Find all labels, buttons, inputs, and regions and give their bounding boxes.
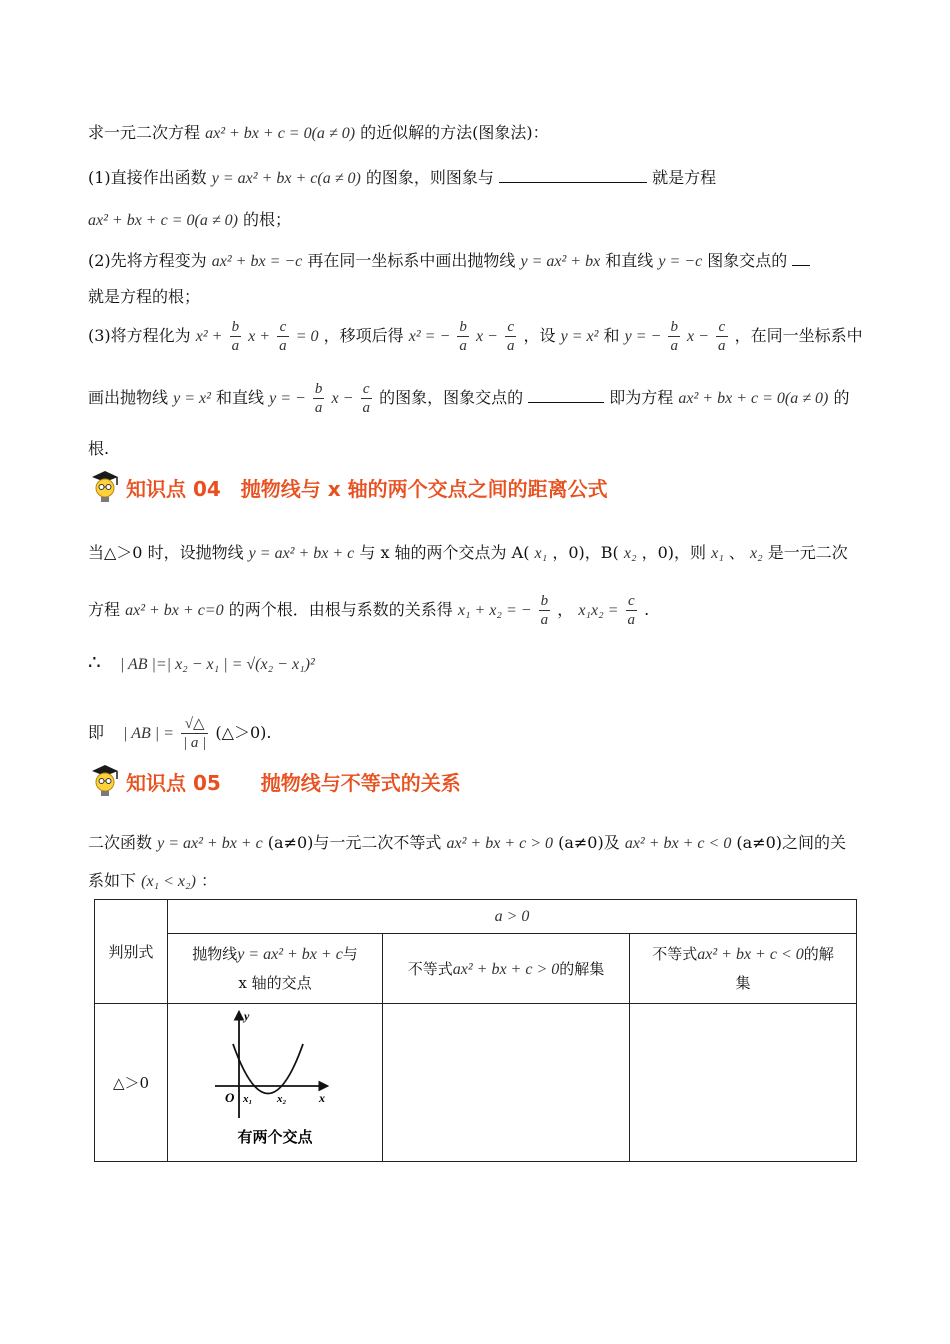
cell-text: 的解集 (559, 960, 605, 978)
cell-text: 不等式 (407, 960, 453, 978)
method2-line2 (88, 284, 200, 307)
relation-table (94, 899, 857, 1162)
section05-title: 知识点 05 抛物线与不等式的关系 (126, 770, 461, 795)
frac-num: b (231, 319, 240, 335)
m3b-and: 和直线 (216, 388, 265, 407)
method3-line (88, 318, 863, 355)
graph-y-label: y (244, 1009, 250, 1023)
m2-suffix: 图象交点的 (707, 251, 788, 270)
m2-and: 和直线 (605, 251, 654, 270)
cell-text: △＞0 (112, 1074, 150, 1092)
intro-suffix: 的近似解的方法(图象法)： (360, 123, 549, 142)
cell-text: 判别式 (108, 943, 154, 961)
s05-p1-func: y = ax² + bx + c (157, 835, 263, 852)
ab2-cond: (△＞0). (215, 723, 272, 742)
m3-and: 和 (603, 326, 620, 345)
frac-num: c (277, 318, 289, 337)
s04-sep: 、 (728, 543, 745, 562)
m2-mid: 再在同一坐标系中画出抛物线 (307, 251, 516, 270)
method1-line (88, 165, 716, 188)
table-cell-graph (168, 1004, 383, 1162)
intro-text: 求一元二次方程 (88, 123, 201, 142)
fraction-b-a (457, 318, 469, 355)
therefore-symbol: ∴ (88, 650, 101, 674)
s05-p1-mid: (a≠0)与一元二次不等式 (267, 833, 442, 852)
graph-x-label: x (319, 1091, 325, 1105)
section04-heading (88, 468, 608, 506)
fraction-b-a (539, 592, 551, 629)
s05-p2-end: ： (200, 871, 217, 890)
s04-zero2: ，0)，则 (641, 543, 707, 562)
s05-cond: (x₁ < x₂) (141, 873, 196, 890)
s05-p1-mid2: (a≠0)及 (558, 833, 620, 852)
s04-zero1: ，0)，B( (552, 543, 619, 562)
graph-x1-label: x₁ (243, 1093, 253, 1105)
m3b-eq: ax² + bx + c = 0(a ≠ 0) (678, 390, 829, 407)
m2-prefix: (2)先将方程变为 (88, 251, 207, 270)
m3-x2: x² + (195, 328, 223, 345)
frac-den: a (627, 612, 636, 628)
m3-xminus: x − (475, 328, 498, 345)
s04-p1-mid: 与 x 轴的两个交点为 A( (359, 543, 530, 562)
section05-heading (88, 762, 461, 800)
frac-den: a (459, 338, 467, 354)
m3b-y: y = x² (173, 390, 211, 407)
m3-y: y = x² (560, 328, 599, 345)
table-head-less (630, 934, 857, 1004)
m3-x: x + (248, 328, 271, 345)
m2-line: y = −c (658, 253, 703, 270)
m3-xminus2: x − (687, 328, 709, 345)
m2-eq: ax² + bx = −c (211, 253, 303, 270)
m3-prefix: (3)将方程化为 (88, 326, 191, 345)
s04-p2-eq: ax² + bx + c=0 (125, 602, 224, 619)
fraction-c-a (277, 318, 289, 355)
table-cell-empty-less (630, 1004, 857, 1162)
s04-p1-end: 是一元二次 (767, 543, 848, 562)
section04-title: 知识点 04 抛物线与 x 轴的两个交点之间的距离公式 (126, 476, 608, 501)
answer-blank-3 (528, 388, 604, 403)
s05-ineq1: ax² + bx + c > 0 (446, 835, 554, 852)
s04-p2-prefix: 方程 (88, 600, 121, 619)
m3-eq0: = 0 (295, 328, 319, 345)
frac-den: a (279, 338, 287, 354)
fraction-c-a (361, 380, 373, 417)
fraction-b-a (313, 380, 325, 417)
s05-p1-prefix: 二次函数 (88, 833, 153, 852)
table-cell-empty-greater (383, 1004, 630, 1162)
scholar-bulb-icon (88, 468, 122, 506)
cell-text: 集 (735, 974, 751, 992)
frac-den: a (718, 338, 726, 354)
ab2-left: | AB | = (123, 725, 174, 742)
s04-x2: x₂ (623, 545, 637, 562)
m3b-mid: 的图象，图象交点的 (379, 388, 524, 407)
method2-line (88, 248, 810, 271)
intro-line (88, 120, 549, 143)
fraction-b-a (668, 318, 680, 355)
cell-text: x 轴的交点 (238, 974, 312, 992)
m3b-prefix: 画出抛物线 (88, 388, 169, 407)
frac-den: a (362, 400, 370, 416)
fraction-c-a (505, 318, 517, 355)
graph-x2-label: x₂ (277, 1093, 287, 1105)
m1-suffix: 就是方程 (652, 168, 717, 187)
s04-p1-func: y = ax² + bx + c (248, 545, 355, 562)
s04-p2-mid: 的两个根．由根与系数的关系得 (228, 600, 453, 619)
table-row-discriminant (95, 1004, 168, 1162)
table-head-discriminant (95, 900, 168, 1004)
method1-line2 (88, 207, 291, 230)
fraction-c-a (626, 592, 638, 629)
s04-prod: x₁x₂ = (578, 602, 619, 619)
m1-prefix: (1)直接作出函数 (88, 168, 207, 187)
method3-line2 (88, 380, 849, 417)
answer-blank-1 (499, 168, 647, 183)
method3-line3 (88, 436, 109, 459)
table-head-greater (383, 934, 630, 1004)
frac-num: b (459, 319, 467, 335)
m3b-de: 的 (833, 388, 850, 407)
s05-ineq2: ax² + bx + c < 0 (624, 835, 732, 852)
scholar-bulb-icon (88, 762, 122, 800)
m1-eq: ax² + bx + c = 0(a ≠ 0) (88, 212, 238, 229)
m3-set: ，设 (523, 326, 556, 345)
s04-line3 (88, 640, 315, 674)
cell-math: ax² + bx + c > 0 (452, 961, 560, 978)
ji-text: 即 (88, 723, 105, 742)
answer-blank-2 (792, 251, 810, 266)
frac-num: c (505, 318, 517, 337)
cell-math: y = ax² + bx + c (237, 946, 343, 963)
fraction-b-a (230, 318, 242, 355)
frac-den: | a | (183, 735, 207, 751)
m3b-xminus: x − (331, 390, 354, 407)
m3-x2eq: x² = − (408, 328, 451, 345)
s05-p2-prefix: 系如下 (88, 871, 137, 890)
m1-func: y = ax² + bx + c(a ≠ 0) (211, 170, 361, 187)
frac-num: √△ (181, 715, 208, 734)
s04-x2b: x₂ (750, 545, 763, 562)
cell-text: 不等式 (652, 945, 698, 963)
frac-den: a (314, 400, 323, 416)
m1-mid: 的图象，则图象与 (365, 168, 494, 187)
cell-text: a > 0 (494, 908, 530, 925)
graph-caption: 有两个交点 (237, 1128, 313, 1146)
frac-num: b (314, 381, 323, 397)
m2-end: 就是方程的根； (88, 287, 201, 306)
s04-comma: ， (557, 600, 574, 619)
table-head-parabola (168, 934, 383, 1004)
frac-num: c (361, 380, 373, 399)
ab-formula: | AB |=| x₂ − x₁ | = √(x₂ − x₁)² (119, 656, 315, 673)
s04-sum: x₁ + x₂ = − (457, 602, 532, 619)
s04-x1: x₁ (534, 545, 548, 562)
frac-num: b (670, 319, 678, 335)
graph-origin-label: O (225, 1090, 235, 1105)
s04-p1-prefix: 当△＞0 时，设抛物线 (88, 543, 244, 562)
s04-x1b: x₁ (711, 545, 724, 562)
s04-period: . (644, 600, 650, 619)
m3-yeq: y = − (624, 328, 662, 345)
s04-line2 (88, 592, 649, 629)
m3b-yeq: y = − (269, 390, 306, 407)
s05-p1-end: (a≠0)之间的关 (736, 833, 847, 852)
s05-line2 (88, 868, 217, 891)
frac-den: a (540, 612, 549, 628)
fraction-sqrt-delta (181, 715, 208, 752)
frac-num: c (716, 318, 728, 337)
s05-line1 (88, 830, 846, 853)
frac-den: a (670, 338, 678, 354)
m3-move: ，移项后得 (323, 326, 404, 345)
frac-den: a (231, 338, 240, 354)
cell-text: 抛物线 (192, 945, 238, 963)
table-head-a (168, 900, 857, 934)
parabola-graph (205, 1008, 345, 1153)
frac-num: c (626, 592, 638, 611)
m2-parabola: y = ax² + bx (520, 253, 601, 270)
fraction-c-a (716, 318, 728, 355)
s04-line4 (88, 690, 271, 752)
m3-suffix: ，在同一坐标系中 (734, 326, 863, 345)
m3b-is: 即为方程 (609, 388, 674, 407)
cell-text: 与 (342, 945, 358, 963)
s04-line1 (88, 540, 848, 563)
intro-equation: ax² + bx + c = 0(a ≠ 0) (205, 125, 356, 142)
frac-num: b (540, 593, 549, 609)
cell-math: ax² + bx + c < 0 (697, 946, 804, 963)
m1-end: 的根； (243, 210, 292, 229)
m3b-end: 根. (88, 439, 110, 458)
cell-text: 的解 (803, 945, 834, 963)
frac-den: a (506, 338, 515, 354)
